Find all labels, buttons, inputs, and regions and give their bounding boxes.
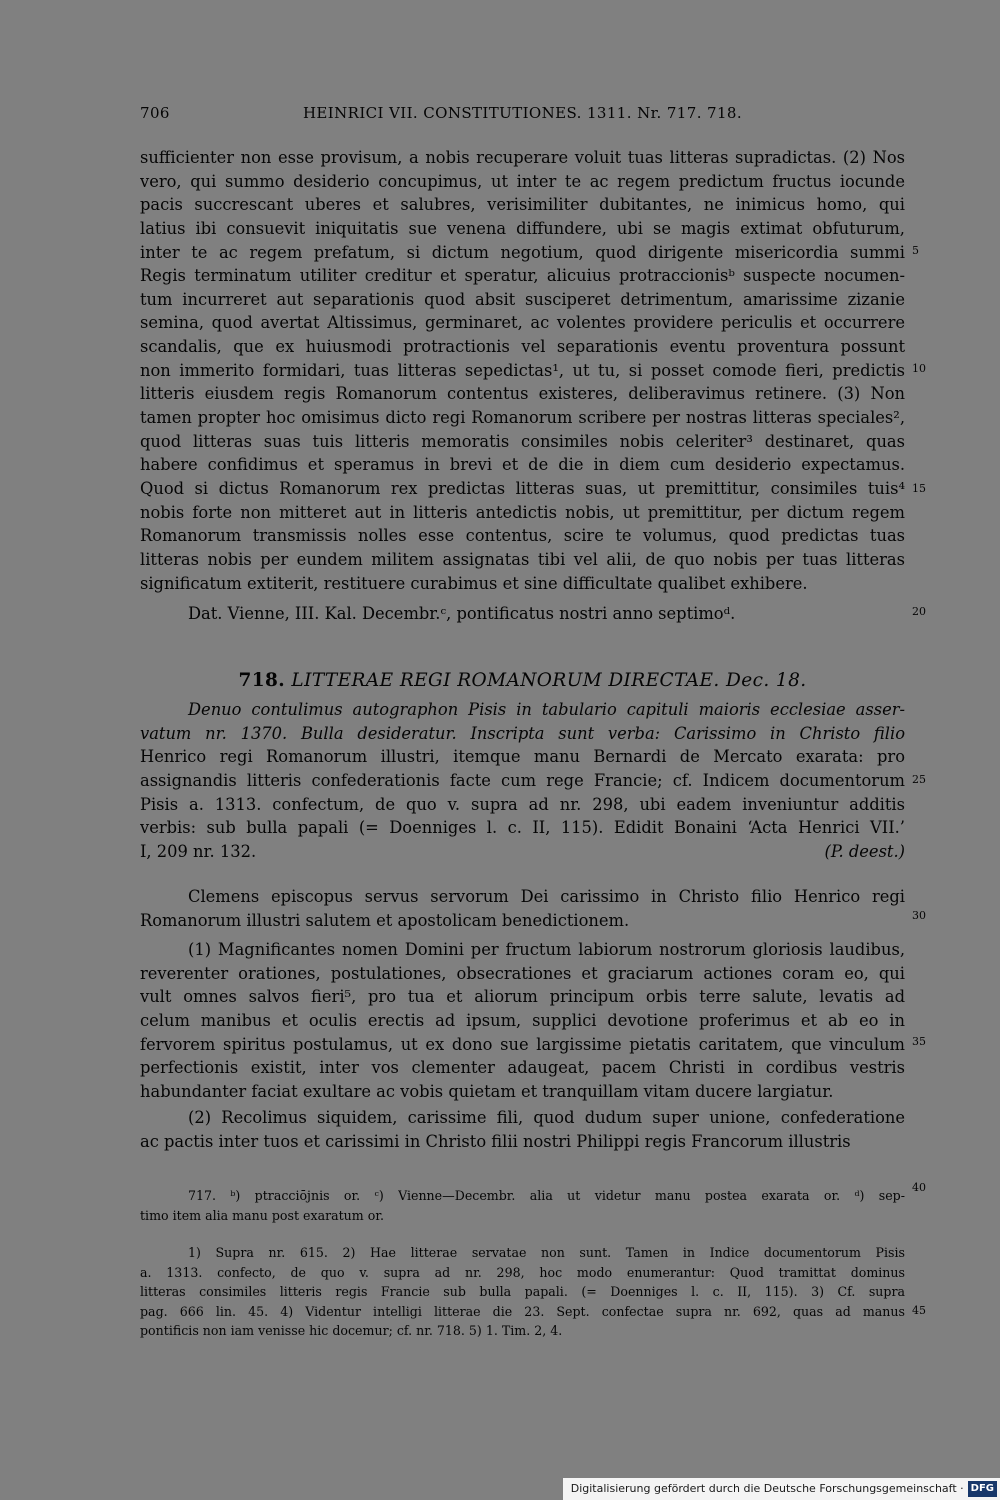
page-number: 706 (140, 104, 170, 122)
intro-line (140, 698, 905, 722)
page-header (140, 104, 905, 128)
footnote-line: pontificis non iam venisse hic docemur; cf. nr. 718. 5) 1. Tim. 2, 4. (140, 1323, 563, 1339)
text-line: Romanorum illustri salutem et apostolicam benedictionem. (140, 910, 630, 930)
line-number: 25 (912, 773, 926, 786)
footnote-line: a. 1313. confecto, de quo v. supra ad nr. 298, hoc modo enumerantur: Quod tramittat dominus (140, 1264, 905, 1280)
document-date: Dec. 18. (726, 670, 807, 691)
line-number: 30 (912, 909, 926, 922)
text-line: latius ibi consuevit iniquitatis sue venena diffundere, ubi se magis extimat obfuturum, (140, 218, 905, 238)
line-number: 10 (912, 362, 926, 375)
text-line: quod litteras suas tuis litteris memoratis consimiles nobis celeriter³ destinaret, quas (140, 431, 905, 451)
source-note: (P. deest.) (824, 841, 905, 861)
text-line: significatum extiterit, restituere curabimus et sine difficultate qualibet exhibere. (140, 573, 808, 593)
text-line: semina, quod avertat Altissimus, germinaret, ac volentes providere periculis et occurrere (140, 313, 905, 333)
intro-line (140, 840, 905, 864)
intro-text: Denuo contulimus autographon Pisis in tabulario capituli maioris ecclesiae asser- (188, 700, 905, 719)
document-718-introduction (140, 698, 905, 863)
running-title: HEINRICI VII. CONSTITUTIONES. 1311. Nr. 717. 718. (302, 104, 743, 122)
document-718-heading (140, 669, 905, 693)
text-line: (1) Magnificantes nomen Domini per fructum labiorum nostrorum gloriosis laudibus, (188, 940, 905, 959)
footnote-line: 1) Supra nr. 615. 2) Hae litterae servatae non sunt. Tamen in Indice documentorum Pisis (188, 1245, 905, 1260)
document-718-salutation (140, 885, 905, 932)
intro-line (140, 745, 905, 769)
intro-line (140, 769, 905, 793)
dfg-logo-icon: DFG (968, 1481, 997, 1497)
document-717-text (140, 146, 905, 595)
text-line: inter te ac regem prefatum, si dictum negotium, quod dirigente misericordia summi (140, 242, 905, 262)
line-number: 5 (912, 244, 919, 257)
intro-text: I, 209 nr. 132. (140, 841, 257, 861)
text-line: perfectionis existit, inter vos clementer adaugeat, pacem Christi in cordibus vestris (140, 1058, 905, 1078)
text-line: nobis forte non mitteret aut in litteris antedictis nobis, ut premittitur, per dictum regem (140, 502, 905, 522)
text-line: vult omnes salvos fieri⁵, pro tua et aliorum principum orbis terre salute, levatis ad (140, 987, 905, 1007)
text-line: reverenter orationes, postulationes, obsecrationes et graciarum actiones coram eo, qui (140, 963, 905, 983)
line-number: 35 (912, 1035, 926, 1048)
intro-line (140, 793, 905, 817)
line-number: 15 (912, 482, 926, 495)
digitization-credit (563, 1478, 1000, 1500)
text-line: litteras nobis per eundem militem assignatas tibi vel alii, de quo nobis per tuas litteras (140, 549, 905, 569)
text-line: scandalis, que ex huiusmodi protractionis vel separationis eventu proventura possunt (140, 337, 905, 357)
text-line: Regis terminatum utiliter creditur et speratur, alicuius protraccionisᵇ suspecte nocumen- (140, 266, 905, 286)
textual-note-line: 717. ᵇ) ptracciōjnis or. ᶜ) Vienne—Decembr. alia ut videtur manu postea exarata or. ᵈ) sep- (188, 1188, 905, 1203)
text-line: tum incurreret aut separationis quod absit susciperet detrimentum, amarissime zizanie (140, 289, 905, 309)
textual-notes-717 (140, 1186, 905, 1225)
line-number: 45 (912, 1304, 926, 1317)
line-number: 40 (912, 1181, 926, 1194)
text-line: vero, qui summo desiderio concupimus, ut inter te ac regem predictum fructus iocunde (140, 171, 905, 191)
intro-text: vatum nr. 1370. Bulla desideratur. Inscripta sunt verba: Carissimo in Christo filio (140, 723, 905, 743)
footnote-line: litteras consimiles litteris regis Francie sub bulla papali. (= Doenniges l. c. II, 115). 3) Cf. supra (140, 1284, 905, 1300)
line-number: 20 (912, 605, 926, 618)
footnote-line: pag. 666 lin. 45. 4) Videntur intelligi litterae die 23. Sept. confectae supra nr. 692, quas ad manus (140, 1303, 905, 1319)
credit-text: Digitalisierung gefördert durch die Deutsche Forschungsgemeinschaft · (570, 1482, 964, 1495)
textual-note-line: timo item alia manu post exaratum or. (140, 1207, 384, 1223)
intro-line (140, 722, 905, 746)
intro-text: assignandis litteris confederationis facte cum rege Francie; cf. Indicem documentorum (140, 770, 905, 790)
text-line: habundanter faciat exultare ac vobis quietam et tranquillam vitam ducere largiatur. (140, 1081, 834, 1101)
document-number: 718. (238, 670, 286, 691)
text-line: litteris eiusdem regis Romanorum contentus existeres, deliberavimus retinere. (3) Non (140, 384, 905, 404)
intro-text: Pisis a. 1313. confectum, de quo v. supra ad nr. 298, ubi eadem inveniuntur additis (140, 794, 905, 814)
footnotes (140, 1243, 905, 1341)
text-line: fervorem spiritus postulamus, ut ex dono sue largissime pietatis caritatem, que vinculum (140, 1034, 905, 1054)
text-line: (2) Recolimus siquidem, carissime fili, quod dudum super unione, confederatione (188, 1108, 905, 1127)
intro-line (140, 816, 905, 840)
document-718-paragraph-1 (140, 938, 905, 1103)
document-718-paragraph-2 (140, 1106, 905, 1153)
text-line: Romanorum transmissis nolles esse contentus, scire te volumus, quod predictas tuas (140, 526, 905, 546)
text-line: habere confidimus et speramus in brevi et de die in diem cum desiderio expectamus. (140, 455, 905, 475)
text-line: Quod si dictus Romanorum rex predictas litteras suas, ut premittitur, consimiles tuis⁴ (140, 478, 905, 498)
text-line: non immerito formidari, tuas litteras sepedictas¹, ut tu, si posset comode fieri, predictis (140, 360, 905, 380)
dating-line: Dat. Vienne, III. Kal. Decembr.ᶜ, pontificatus nostri anno septimoᵈ. (188, 604, 736, 623)
text-line: ac pactis inter tuos et carissimi in Christo filii nostri Philippi regis Francorum illustris (140, 1131, 851, 1151)
intro-text: verbis: sub bulla papali (= Doenniges l. c. II, 115). Edidit Bonaini ‘Acta Henrici VII.’ (140, 818, 905, 838)
text-line: celum manibus et oculis erectis ad ipsum, supplici devotione proferimus et ab eo in (140, 1010, 905, 1030)
intro-text: Henrico regi Romanorum illustri, itemque manu Bernardi de Mercato exarata: pro (140, 747, 905, 767)
document-717-dating (140, 602, 905, 626)
text-line: tamen propter hoc omisimus dicto regi Romanorum scribere per nostras litteras speciales², (140, 408, 905, 428)
document-title: LITTERAE REGI ROMANORUM DIRECTAE. (291, 670, 720, 691)
text-line: Clemens episcopus servus servorum Dei carissimo in Christo filio Henrico regi (188, 887, 905, 906)
text-line: sufficienter non esse provisum, a nobis recuperare voluit tuas litteras supradictas. (2) Nos (140, 148, 905, 167)
text-line: pacis succrescant uberes et salubres, verisimiliter dubitantes, ne inimicus homo, qui (140, 195, 905, 215)
